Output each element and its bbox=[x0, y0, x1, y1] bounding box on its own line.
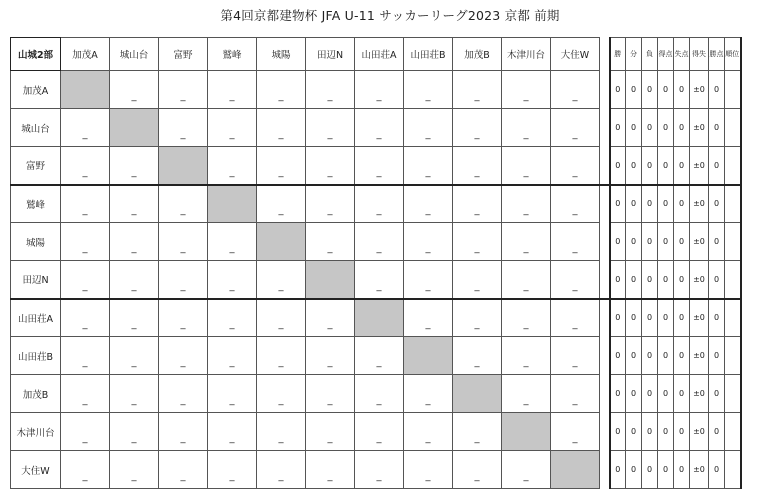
stat-cell: ±0 bbox=[690, 147, 709, 185]
column-gap bbox=[600, 71, 610, 109]
page-title: 第4回京都建物杯 JFA U-11 サッカーリーグ2023 京都 前期 bbox=[220, 8, 560, 23]
match-score-cell: _ bbox=[502, 223, 551, 261]
stat-cell: 0 bbox=[674, 451, 690, 489]
match-score-cell: _ bbox=[257, 299, 306, 337]
stat-cell: ±0 bbox=[690, 413, 709, 451]
match-score-cell: _ bbox=[208, 299, 257, 337]
column-header-team: 城山台 bbox=[110, 38, 159, 71]
match-score-cell: _ bbox=[502, 375, 551, 413]
stat-cell: 0 bbox=[658, 223, 674, 261]
stat-cell: ±0 bbox=[690, 261, 709, 299]
match-score-cell: _ bbox=[502, 337, 551, 375]
table-body bbox=[11, 71, 741, 489]
stat-cell: ±0 bbox=[690, 337, 709, 375]
stat-cell: 0 bbox=[709, 71, 725, 109]
table-row bbox=[11, 185, 741, 223]
stat-cell: ±0 bbox=[690, 299, 709, 337]
self-match-cell bbox=[306, 261, 355, 299]
stat-cell bbox=[725, 109, 741, 147]
stat-cell bbox=[725, 223, 741, 261]
column-gap bbox=[600, 38, 610, 71]
match-score-cell: _ bbox=[208, 451, 257, 489]
stat-cell: ±0 bbox=[690, 375, 709, 413]
column-header-team: 富野 bbox=[159, 38, 208, 71]
stat-cell: 0 bbox=[658, 375, 674, 413]
stat-cell: 0 bbox=[642, 109, 658, 147]
match-score-cell: _ bbox=[61, 223, 110, 261]
self-match-cell bbox=[159, 147, 208, 185]
match-score-cell: _ bbox=[355, 109, 404, 147]
self-match-cell bbox=[551, 451, 600, 489]
match-score-cell: _ bbox=[61, 185, 110, 223]
column-header-team: 大住W bbox=[551, 38, 600, 71]
match-score-cell: _ bbox=[110, 223, 159, 261]
match-score-cell: _ bbox=[404, 109, 453, 147]
column-header-team: 加茂B bbox=[453, 38, 502, 71]
match-score-cell: _ bbox=[551, 147, 600, 185]
table-row bbox=[11, 71, 741, 109]
stat-cell: 0 bbox=[709, 185, 725, 223]
match-score-cell: _ bbox=[355, 261, 404, 299]
stat-cell: 0 bbox=[658, 109, 674, 147]
stat-cell: 0 bbox=[674, 261, 690, 299]
stat-cell: 0 bbox=[642, 223, 658, 261]
row-header-team: 田辺N bbox=[11, 261, 61, 299]
match-score-cell: _ bbox=[208, 375, 257, 413]
match-score-cell: _ bbox=[159, 299, 208, 337]
stat-cell: 0 bbox=[674, 299, 690, 337]
match-score-cell: _ bbox=[306, 71, 355, 109]
match-score-cell: _ bbox=[453, 109, 502, 147]
column-gap bbox=[600, 299, 610, 337]
stat-cell: 0 bbox=[674, 109, 690, 147]
stat-cell: 0 bbox=[658, 337, 674, 375]
match-score-cell: _ bbox=[306, 375, 355, 413]
match-score-cell: _ bbox=[404, 261, 453, 299]
stat-cell: ±0 bbox=[690, 223, 709, 261]
stat-cell: 0 bbox=[626, 185, 642, 223]
table-row bbox=[11, 109, 741, 147]
match-score-cell: _ bbox=[110, 147, 159, 185]
match-score-cell: _ bbox=[159, 109, 208, 147]
stat-cell: 0 bbox=[674, 337, 690, 375]
column-gap bbox=[600, 337, 610, 375]
stat-cell: ±0 bbox=[690, 185, 709, 223]
match-score-cell: _ bbox=[208, 261, 257, 299]
stat-cell: 0 bbox=[709, 109, 725, 147]
match-score-cell: _ bbox=[159, 451, 208, 489]
match-score-cell: _ bbox=[453, 299, 502, 337]
stat-cell bbox=[725, 147, 741, 185]
match-score-cell: _ bbox=[355, 451, 404, 489]
match-score-cell: _ bbox=[355, 337, 404, 375]
self-match-cell bbox=[257, 223, 306, 261]
stat-header: 分 bbox=[626, 38, 642, 71]
match-score-cell: _ bbox=[551, 337, 600, 375]
match-score-cell: _ bbox=[159, 185, 208, 223]
match-score-cell: _ bbox=[110, 451, 159, 489]
table-row bbox=[11, 413, 741, 451]
match-score-cell: _ bbox=[110, 71, 159, 109]
stat-cell: 0 bbox=[709, 147, 725, 185]
stat-cell: 0 bbox=[709, 261, 725, 299]
match-score-cell: _ bbox=[453, 337, 502, 375]
stat-cell: 0 bbox=[642, 299, 658, 337]
match-score-cell: _ bbox=[257, 185, 306, 223]
self-match-cell bbox=[208, 185, 257, 223]
match-score-cell: _ bbox=[355, 223, 404, 261]
match-score-cell: _ bbox=[110, 375, 159, 413]
match-score-cell: _ bbox=[306, 337, 355, 375]
stat-cell: 0 bbox=[674, 375, 690, 413]
table-row bbox=[11, 375, 741, 413]
self-match-cell bbox=[502, 413, 551, 451]
match-score-cell: _ bbox=[551, 71, 600, 109]
match-score-cell: _ bbox=[159, 337, 208, 375]
match-score-cell: _ bbox=[453, 451, 502, 489]
match-score-cell: _ bbox=[404, 375, 453, 413]
stat-cell: 0 bbox=[674, 413, 690, 451]
league-table bbox=[10, 37, 742, 489]
match-score-cell: _ bbox=[257, 337, 306, 375]
match-score-cell: _ bbox=[355, 185, 404, 223]
match-score-cell: _ bbox=[257, 451, 306, 489]
match-score-cell: _ bbox=[355, 71, 404, 109]
stat-cell bbox=[725, 413, 741, 451]
stat-cell bbox=[725, 71, 741, 109]
stat-cell: 0 bbox=[626, 109, 642, 147]
stat-header: 得点 bbox=[658, 38, 674, 71]
stat-cell: 0 bbox=[709, 223, 725, 261]
match-score-cell: _ bbox=[453, 223, 502, 261]
column-header-team: 城陽 bbox=[257, 38, 306, 71]
match-score-cell: _ bbox=[208, 223, 257, 261]
stat-cell: 0 bbox=[610, 413, 626, 451]
stat-cell: 0 bbox=[674, 185, 690, 223]
match-score-cell: _ bbox=[404, 299, 453, 337]
stat-cell: 0 bbox=[626, 413, 642, 451]
table-header-row bbox=[11, 38, 741, 71]
stat-header: 勝 bbox=[610, 38, 626, 71]
match-score-cell: _ bbox=[453, 71, 502, 109]
stat-cell: 0 bbox=[626, 261, 642, 299]
table-row bbox=[11, 261, 741, 299]
match-score-cell: _ bbox=[61, 147, 110, 185]
match-score-cell: _ bbox=[208, 147, 257, 185]
row-header-team: 城山台 bbox=[11, 109, 61, 147]
column-header-team: 鷲峰 bbox=[208, 38, 257, 71]
stat-cell: 0 bbox=[658, 299, 674, 337]
match-score-cell: _ bbox=[110, 299, 159, 337]
match-score-cell: _ bbox=[306, 413, 355, 451]
match-score-cell: _ bbox=[502, 451, 551, 489]
stat-cell: 0 bbox=[642, 451, 658, 489]
row-header-team: 城陽 bbox=[11, 223, 61, 261]
match-score-cell: _ bbox=[257, 413, 306, 451]
league-division-label: 山城2部 bbox=[11, 38, 61, 71]
match-score-cell: _ bbox=[257, 261, 306, 299]
stat-cell: 0 bbox=[642, 261, 658, 299]
column-gap bbox=[600, 413, 610, 451]
stat-cell: 0 bbox=[709, 413, 725, 451]
match-score-cell: _ bbox=[159, 261, 208, 299]
match-score-cell: _ bbox=[110, 185, 159, 223]
stat-cell: 0 bbox=[610, 337, 626, 375]
match-score-cell: _ bbox=[61, 375, 110, 413]
self-match-cell bbox=[404, 337, 453, 375]
match-score-cell: _ bbox=[110, 261, 159, 299]
match-score-cell: _ bbox=[306, 451, 355, 489]
column-header-team: 木津川台 bbox=[502, 38, 551, 71]
stat-cell: 0 bbox=[610, 375, 626, 413]
match-score-cell: _ bbox=[110, 413, 159, 451]
row-header-team: 加茂A bbox=[11, 71, 61, 109]
match-score-cell: _ bbox=[453, 261, 502, 299]
match-score-cell: _ bbox=[551, 375, 600, 413]
stat-cell: 0 bbox=[610, 109, 626, 147]
match-score-cell: _ bbox=[257, 375, 306, 413]
stat-cell bbox=[725, 337, 741, 375]
match-score-cell: _ bbox=[355, 375, 404, 413]
stat-header: 得失 bbox=[690, 38, 709, 71]
stat-cell bbox=[725, 451, 741, 489]
stat-cell: 0 bbox=[642, 413, 658, 451]
match-score-cell: _ bbox=[404, 413, 453, 451]
match-score-cell: _ bbox=[453, 185, 502, 223]
self-match-cell bbox=[110, 109, 159, 147]
stat-cell: 0 bbox=[642, 71, 658, 109]
stat-cell: ±0 bbox=[690, 451, 709, 489]
column-gap bbox=[600, 261, 610, 299]
match-score-cell: _ bbox=[502, 299, 551, 337]
stat-cell: 0 bbox=[674, 147, 690, 185]
row-header-team: 富野 bbox=[11, 147, 61, 185]
stat-header: 順位 bbox=[725, 38, 741, 71]
stat-cell: 0 bbox=[626, 147, 642, 185]
stat-cell: 0 bbox=[709, 451, 725, 489]
column-gap bbox=[600, 375, 610, 413]
match-score-cell: _ bbox=[208, 71, 257, 109]
match-score-cell: _ bbox=[61, 299, 110, 337]
stat-cell: 0 bbox=[658, 147, 674, 185]
stat-cell: ±0 bbox=[690, 71, 709, 109]
stat-header: 負 bbox=[642, 38, 658, 71]
stat-cell: ±0 bbox=[690, 109, 709, 147]
stat-cell: 0 bbox=[610, 147, 626, 185]
stat-cell: 0 bbox=[642, 185, 658, 223]
match-score-cell: _ bbox=[61, 261, 110, 299]
stat-cell: 0 bbox=[610, 185, 626, 223]
match-score-cell: _ bbox=[551, 109, 600, 147]
match-score-cell: _ bbox=[404, 185, 453, 223]
match-score-cell: _ bbox=[502, 109, 551, 147]
match-score-cell: _ bbox=[502, 147, 551, 185]
stat-cell: 0 bbox=[626, 223, 642, 261]
match-score-cell: _ bbox=[306, 109, 355, 147]
stat-cell: 0 bbox=[626, 71, 642, 109]
match-score-cell: _ bbox=[355, 147, 404, 185]
column-gap bbox=[600, 109, 610, 147]
match-score-cell: _ bbox=[306, 299, 355, 337]
match-score-cell: _ bbox=[110, 337, 159, 375]
match-score-cell: _ bbox=[551, 413, 600, 451]
match-score-cell: _ bbox=[257, 71, 306, 109]
stat-cell: 0 bbox=[626, 299, 642, 337]
column-header-team: 山田荘A bbox=[355, 38, 404, 71]
table-row bbox=[11, 451, 741, 489]
match-score-cell: _ bbox=[502, 185, 551, 223]
match-score-cell: _ bbox=[61, 109, 110, 147]
table-row bbox=[11, 147, 741, 185]
match-score-cell: _ bbox=[159, 413, 208, 451]
match-score-cell: _ bbox=[551, 261, 600, 299]
match-score-cell: _ bbox=[306, 223, 355, 261]
match-score-cell: _ bbox=[159, 223, 208, 261]
stat-cell: 0 bbox=[674, 223, 690, 261]
stat-cell bbox=[725, 375, 741, 413]
self-match-cell bbox=[61, 71, 110, 109]
stat-cell: 0 bbox=[610, 299, 626, 337]
match-score-cell: _ bbox=[502, 261, 551, 299]
match-score-cell: _ bbox=[61, 413, 110, 451]
match-score-cell: _ bbox=[306, 185, 355, 223]
stat-cell: 0 bbox=[674, 71, 690, 109]
stat-cell: 0 bbox=[642, 337, 658, 375]
match-score-cell: _ bbox=[404, 451, 453, 489]
stat-cell: 0 bbox=[626, 451, 642, 489]
stat-cell: 0 bbox=[642, 375, 658, 413]
match-score-cell: _ bbox=[551, 299, 600, 337]
match-score-cell: _ bbox=[551, 223, 600, 261]
stat-cell bbox=[725, 185, 741, 223]
match-score-cell: _ bbox=[257, 147, 306, 185]
column-gap bbox=[600, 451, 610, 489]
stat-cell: 0 bbox=[642, 147, 658, 185]
row-header-team: 木津川台 bbox=[11, 413, 61, 451]
match-score-cell: _ bbox=[551, 185, 600, 223]
table-row bbox=[11, 223, 741, 261]
column-gap bbox=[600, 147, 610, 185]
match-score-cell: _ bbox=[404, 71, 453, 109]
stat-cell: 0 bbox=[658, 71, 674, 109]
stat-cell: 0 bbox=[610, 261, 626, 299]
stat-cell: 0 bbox=[709, 375, 725, 413]
column-header-team: 山田荘B bbox=[404, 38, 453, 71]
row-header-team: 山田荘A bbox=[11, 299, 61, 337]
column-header-team: 田辺N bbox=[306, 38, 355, 71]
stat-cell: 0 bbox=[658, 261, 674, 299]
column-header-team: 加茂A bbox=[61, 38, 110, 71]
match-score-cell: _ bbox=[208, 413, 257, 451]
stat-cell: 0 bbox=[610, 451, 626, 489]
match-score-cell: _ bbox=[208, 109, 257, 147]
stat-cell bbox=[725, 299, 741, 337]
stat-cell: 0 bbox=[626, 337, 642, 375]
match-score-cell: _ bbox=[159, 375, 208, 413]
table-row bbox=[11, 337, 741, 375]
row-header-team: 鷲峰 bbox=[11, 185, 61, 223]
stat-cell: 0 bbox=[709, 337, 725, 375]
row-header-team: 大住W bbox=[11, 451, 61, 489]
column-gap bbox=[600, 185, 610, 223]
stat-cell: 0 bbox=[709, 299, 725, 337]
match-score-cell: _ bbox=[306, 147, 355, 185]
stat-header: 失点 bbox=[674, 38, 690, 71]
stat-cell: 0 bbox=[626, 375, 642, 413]
stat-cell: 0 bbox=[658, 451, 674, 489]
stat-cell: 0 bbox=[658, 185, 674, 223]
table-row bbox=[11, 299, 741, 337]
self-match-cell bbox=[355, 299, 404, 337]
match-score-cell: _ bbox=[404, 223, 453, 261]
match-score-cell: _ bbox=[355, 413, 404, 451]
stat-cell: 0 bbox=[610, 223, 626, 261]
match-score-cell: _ bbox=[208, 337, 257, 375]
stat-header: 勝点 bbox=[709, 38, 725, 71]
row-header-team: 山田荘B bbox=[11, 337, 61, 375]
match-score-cell: _ bbox=[61, 337, 110, 375]
match-score-cell: _ bbox=[61, 451, 110, 489]
match-score-cell: _ bbox=[404, 147, 453, 185]
row-header-team: 加茂B bbox=[11, 375, 61, 413]
match-score-cell: _ bbox=[453, 147, 502, 185]
match-score-cell: _ bbox=[502, 71, 551, 109]
self-match-cell bbox=[453, 375, 502, 413]
stat-cell bbox=[725, 261, 741, 299]
match-score-cell: _ bbox=[257, 109, 306, 147]
column-gap bbox=[600, 223, 610, 261]
match-score-cell: _ bbox=[159, 71, 208, 109]
match-score-cell: _ bbox=[453, 413, 502, 451]
stat-cell: 0 bbox=[610, 71, 626, 109]
stat-cell: 0 bbox=[658, 413, 674, 451]
